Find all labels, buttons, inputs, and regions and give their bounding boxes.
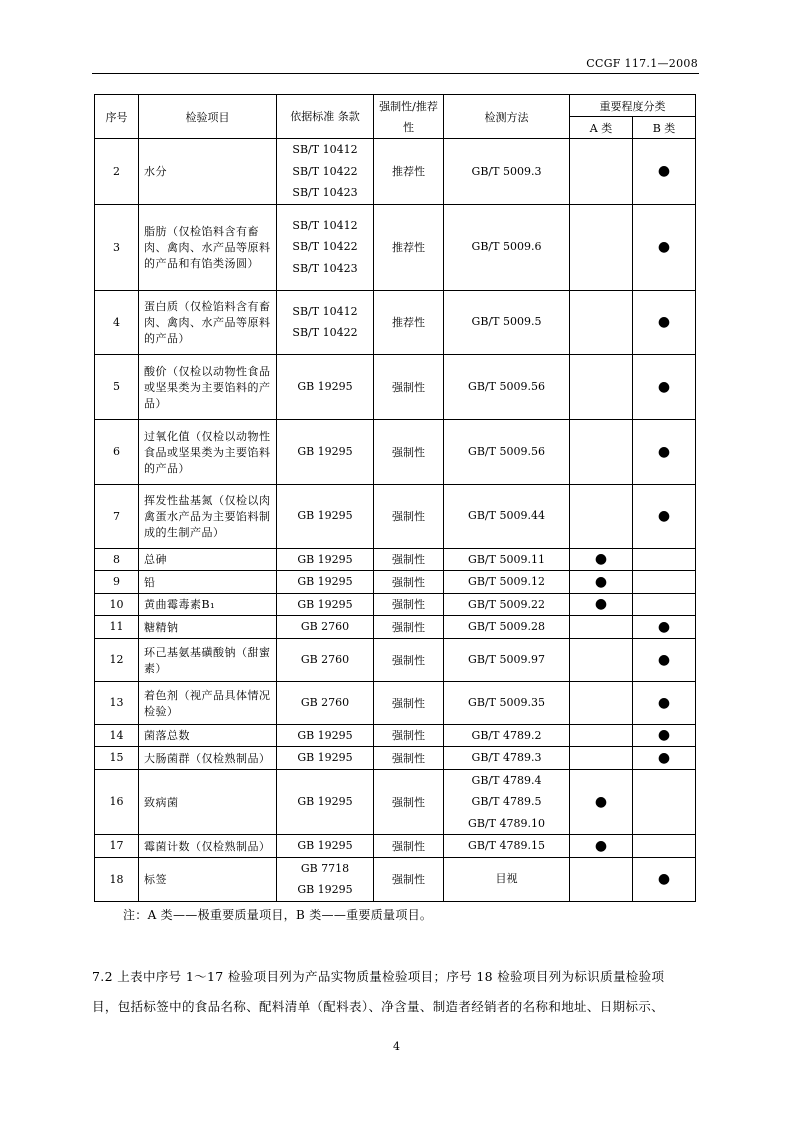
method-code: GB/T 5009.35	[468, 695, 545, 709]
cell-standards	[277, 571, 374, 594]
standard-code: GB 19295	[297, 509, 353, 523]
standard-code: SB/T 10412	[292, 304, 358, 318]
method-code: GB/T 5009.11	[468, 552, 545, 566]
method-code: GB/T 5009.12	[468, 575, 545, 588]
cell-item: 菌落总数	[139, 724, 277, 747]
header-no: 序号	[95, 95, 139, 139]
cell-methods	[444, 204, 570, 290]
standard-code: GB 19295	[297, 597, 353, 611]
cell-no: 13	[95, 681, 139, 724]
cell-class-b-mark: ●	[633, 139, 696, 205]
table-body	[95, 139, 696, 902]
cell-class-b-mark	[633, 593, 696, 616]
method-code: GB/T 5009.56	[468, 379, 545, 393]
cell-class-a-mark: ●	[570, 593, 633, 616]
document-code: CCGF 117.1—2008	[586, 57, 698, 70]
table-row	[95, 548, 696, 571]
cell-class-b-mark: ●	[633, 638, 696, 681]
method-code: GB/T 4789.15	[468, 839, 545, 852]
cell-standards	[277, 290, 374, 354]
cell-no: 16	[95, 769, 139, 835]
table-row	[95, 290, 696, 354]
table-row	[95, 769, 696, 835]
cell-no: 8	[95, 548, 139, 571]
table-row	[95, 724, 696, 747]
cell-class-a-mark	[570, 419, 633, 484]
standard-code: GB 19295	[297, 839, 353, 852]
header-standard: 依据标准 条款	[277, 95, 374, 139]
standard-code: GB 19295	[297, 444, 353, 458]
cell-nature: 强制性	[374, 835, 444, 858]
cell-class-a-mark: ●	[570, 571, 633, 594]
standard-code: GB 2760	[300, 695, 350, 709]
cell-item: 大肠菌群（仅检熟制品）	[139, 747, 277, 770]
cell-standards	[277, 139, 374, 205]
cell-class-b-mark: ●	[633, 857, 696, 901]
standard-code: SB/T 10412	[292, 143, 358, 156]
method-code: GB/T 5009.44	[468, 509, 545, 523]
cell-class-b-mark: ●	[633, 747, 696, 770]
cell-class-a-mark: ●	[570, 835, 633, 858]
standard-code: GB 7718	[300, 861, 350, 875]
standard-code: SB/T 10423	[292, 186, 358, 199]
header-method: 检测方法	[444, 95, 570, 139]
cell-class-b-mark: ●	[633, 681, 696, 724]
cell-methods	[444, 290, 570, 354]
cell-methods	[444, 769, 570, 835]
cell-nature: 强制性	[374, 571, 444, 594]
cell-nature: 强制性	[374, 769, 444, 835]
cell-no: 2	[95, 139, 139, 205]
section-paragraph	[92, 962, 704, 1022]
cell-standards	[277, 681, 374, 724]
cell-nature: 强制性	[374, 616, 444, 639]
cell-nature: 推荐性	[374, 290, 444, 354]
cell-methods	[444, 638, 570, 681]
cell-class-b-mark: ●	[633, 724, 696, 747]
paragraph-line: 7.2 上表中序号 1～17 检验项目列为产品实物质量检验项目；序号 18 检验项目列为标识质量检验项	[92, 969, 665, 984]
cell-item: 铅	[139, 571, 277, 594]
cell-methods	[444, 354, 570, 419]
standard-code: SB/T 10412	[292, 218, 358, 232]
cell-no: 18	[95, 857, 139, 901]
cell-standards	[277, 616, 374, 639]
cell-standards	[277, 835, 374, 858]
cell-item: 黄曲霉毒素B₁	[139, 593, 277, 616]
cell-class-b-mark: ●	[633, 204, 696, 290]
cell-item: 过氧化值（仅检以动物性食品或坚果类为主要馅料的产品）	[139, 419, 277, 484]
cell-methods	[444, 616, 570, 639]
cell-class-b-mark	[633, 835, 696, 858]
cell-standards	[277, 747, 374, 770]
cell-nature: 强制性	[374, 681, 444, 724]
cell-class-b-mark	[633, 548, 696, 571]
standard-code: GB 19295	[297, 883, 353, 896]
header-rule	[92, 73, 699, 74]
cell-no: 9	[95, 571, 139, 594]
method-code: GB/T 5009.3	[471, 164, 542, 178]
header-nature: 强制性/推荐性	[374, 95, 444, 139]
table-row	[95, 354, 696, 419]
table-row	[95, 593, 696, 616]
table-row	[95, 835, 696, 858]
cell-standards	[277, 548, 374, 571]
table-row	[95, 571, 696, 594]
cell-class-a-mark	[570, 616, 633, 639]
cell-nature: 强制性	[374, 857, 444, 901]
table-row	[95, 638, 696, 681]
cell-no: 12	[95, 638, 139, 681]
cell-item: 着色剂（视产品具体情况检验）	[139, 681, 277, 724]
standard-code: GB 19295	[297, 751, 353, 764]
method-code: GB/T 5009.56	[468, 444, 545, 458]
cell-class-a-mark: ●	[570, 769, 633, 835]
table-row	[95, 747, 696, 770]
cell-no: 6	[95, 419, 139, 484]
cell-class-b-mark	[633, 571, 696, 594]
cell-nature: 强制性	[374, 747, 444, 770]
cell-nature: 推荐性	[374, 204, 444, 290]
cell-no: 15	[95, 747, 139, 770]
cell-class-b-mark: ●	[633, 354, 696, 419]
cell-item: 挥发性盐基氮（仅检以肉禽蛋水产品为主要馅料制成的生制产品）	[139, 484, 277, 548]
cell-nature: 强制性	[374, 593, 444, 616]
paragraph-line: 目，包括标签中的食品名称、配料清单（配料表）、净含量、制造者经销者的名称和地址、日期标示、	[92, 999, 665, 1014]
cell-item: 环己基氨基磺酸钠（甜蜜素）	[139, 638, 277, 681]
standard-code: GB 19295	[297, 575, 353, 588]
cell-class-b-mark: ●	[633, 616, 696, 639]
standard-code: GB 19295	[297, 728, 353, 742]
cell-class-b-mark: ●	[633, 290, 696, 354]
standard-code: SB/T 10422	[292, 326, 358, 339]
cell-standards	[277, 724, 374, 747]
method-code: GB/T 5009.22	[468, 597, 545, 611]
cell-nature: 强制性	[374, 638, 444, 681]
page-number: 4	[393, 1040, 400, 1053]
cell-item: 总砷	[139, 548, 277, 571]
header-class-a: A 类	[570, 117, 633, 139]
cell-class-a-mark	[570, 139, 633, 205]
cell-nature: 强制性	[374, 484, 444, 548]
table-note: 注：A 类——极重要质量项目，B 类——重要质量项目。	[123, 908, 433, 922]
cell-standards	[277, 484, 374, 548]
cell-class-a-mark	[570, 484, 633, 548]
standard-code: SB/T 10422	[292, 240, 358, 254]
cell-class-a-mark	[570, 290, 633, 354]
cell-methods	[444, 857, 570, 901]
method-code: GB/T 4789.3	[471, 751, 542, 764]
header-item: 检验项目	[139, 95, 277, 139]
cell-methods	[444, 747, 570, 770]
cell-item: 糖精钠	[139, 616, 277, 639]
cell-class-a-mark	[570, 681, 633, 724]
cell-standards	[277, 354, 374, 419]
cell-no: 4	[95, 290, 139, 354]
cell-methods	[444, 724, 570, 747]
cell-class-a-mark	[570, 857, 633, 901]
cell-standards	[277, 593, 374, 616]
table-row	[95, 204, 696, 290]
cell-no: 10	[95, 593, 139, 616]
table-row	[95, 857, 696, 901]
cell-item: 致病菌	[139, 769, 277, 835]
standard-code: GB 19295	[297, 795, 353, 808]
standard-code: SB/T 10423	[292, 261, 358, 275]
cell-nature: 推荐性	[374, 139, 444, 205]
cell-standards	[277, 857, 374, 901]
cell-class-b-mark: ●	[633, 484, 696, 548]
cell-methods	[444, 593, 570, 616]
standard-code: SB/T 10422	[292, 164, 358, 178]
cell-standards	[277, 769, 374, 835]
cell-no: 14	[95, 724, 139, 747]
table-row	[95, 419, 696, 484]
cell-nature: 强制性	[374, 548, 444, 571]
cell-item: 脂肪（仅检馅料含有畜肉、禽肉、水产品等原料的产品和有馅类汤圆）	[139, 204, 277, 290]
cell-standards	[277, 419, 374, 484]
cell-methods	[444, 484, 570, 548]
cell-class-b-mark: ●	[633, 419, 696, 484]
header-class-b: B 类	[633, 117, 696, 139]
cell-nature: 强制性	[374, 419, 444, 484]
cell-methods	[444, 548, 570, 571]
cell-item: 水分	[139, 139, 277, 205]
cell-item: 蛋白质（仅检馅料含有畜肉、禽肉、水产品等原料的产品）	[139, 290, 277, 354]
cell-standards	[277, 204, 374, 290]
method-code: GB/T 5009.5	[471, 315, 542, 329]
cell-no: 17	[95, 835, 139, 858]
cell-nature: 强制性	[374, 354, 444, 419]
header-importance: 重要程度分类	[570, 95, 696, 117]
cell-standards	[277, 638, 374, 681]
method-code: GB/T 4789.2	[471, 728, 542, 742]
cell-methods	[444, 681, 570, 724]
cell-class-a-mark	[570, 354, 633, 419]
cell-no: 7	[95, 484, 139, 548]
method-code: 目视	[495, 872, 518, 886]
cell-methods	[444, 419, 570, 484]
cell-no: 11	[95, 616, 139, 639]
table-row	[95, 139, 696, 205]
cell-item: 霉菌计数（仅检熟制品）	[139, 835, 277, 858]
cell-nature: 强制性	[374, 724, 444, 747]
method-code: GB/T 5009.28	[468, 620, 545, 633]
method-code: GB/T 4789.4	[471, 773, 542, 787]
cell-methods	[444, 835, 570, 858]
cell-methods	[444, 139, 570, 205]
method-code: GB/T 5009.6	[471, 240, 542, 254]
cell-class-a-mark	[570, 747, 633, 770]
method-code: GB/T 4789.5	[471, 795, 542, 808]
cell-no: 5	[95, 354, 139, 419]
table-row	[95, 616, 696, 639]
inspection-items-table	[94, 94, 696, 902]
method-code: GB/T 5009.97	[468, 652, 545, 666]
standard-code: GB 19295	[297, 379, 353, 393]
cell-item: 标签	[139, 857, 277, 901]
table-row	[95, 484, 696, 548]
cell-class-a-mark	[570, 724, 633, 747]
table-row	[95, 681, 696, 724]
cell-item: 酸价（仅检以动物性食品或坚果类为主要馅料的产品）	[139, 354, 277, 419]
cell-no: 3	[95, 204, 139, 290]
cell-methods	[444, 571, 570, 594]
standard-code: GB 2760	[300, 652, 350, 666]
standard-code: GB 2760	[300, 620, 350, 633]
cell-class-a-mark	[570, 638, 633, 681]
standard-code: GB 19295	[297, 552, 353, 566]
cell-class-a-mark	[570, 204, 633, 290]
cell-class-b-mark	[633, 769, 696, 835]
method-code: GB/T 4789.10	[468, 816, 545, 830]
cell-class-a-mark: ●	[570, 548, 633, 571]
